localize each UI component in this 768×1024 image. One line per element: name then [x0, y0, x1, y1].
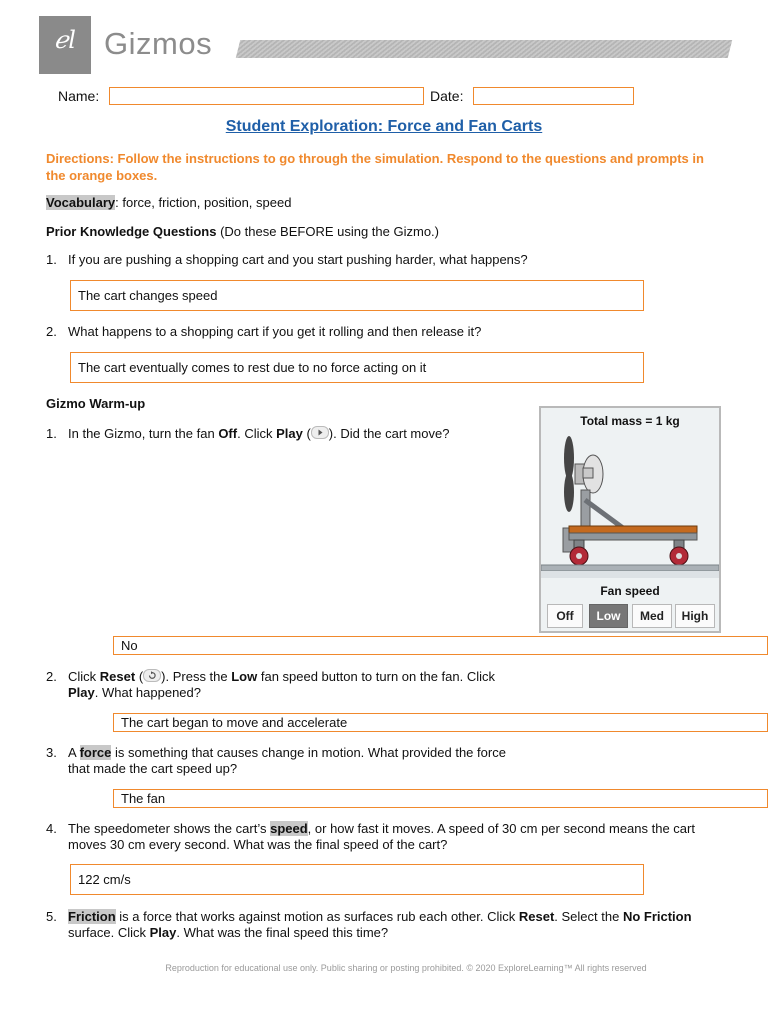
- warmup-question-1: [68, 426, 528, 442]
- question-number: 1.: [46, 252, 57, 267]
- text: is a force that works against motion as surfaces rub each other. Click: [115, 909, 519, 924]
- text: ). Did the cart move?: [328, 426, 450, 441]
- track: [541, 565, 719, 571]
- text-bold: Reset: [99, 669, 136, 684]
- text: Click: [68, 669, 100, 684]
- text-bold: Reset: [518, 909, 555, 924]
- play-icon[interactable]: [311, 426, 329, 439]
- text: fan speed button to turn on the fan. Click: [257, 669, 495, 684]
- text: (: [302, 426, 311, 441]
- text: The speedometer shows the cart’s: [68, 821, 271, 836]
- text-highlight: Friction: [68, 909, 116, 924]
- cart-deck: [569, 526, 697, 533]
- prior-question-1: If you are pushing a shopping cart and you start pushing harder, what happens?: [68, 252, 528, 267]
- prior-question-2: What happens to a shopping cart if you get it rolling and then release it?: [68, 324, 482, 339]
- text-bold: Low: [231, 669, 258, 684]
- brand-name: Gizmos: [104, 26, 213, 61]
- text: (: [135, 669, 144, 684]
- answer-box-warmup-2[interactable]: The cart began to move and accelerate: [113, 713, 768, 732]
- prior-knowledge-note: (Do these BEFORE using the Gizmo.): [216, 224, 439, 239]
- answer-box-warmup-3[interactable]: The fan: [113, 789, 768, 808]
- warmup-question-5: [68, 909, 708, 941]
- date-label: Date:: [430, 88, 464, 104]
- date-field[interactable]: [473, 87, 634, 105]
- name-field[interactable]: [109, 87, 424, 105]
- fan-blade-bottom: [564, 472, 574, 512]
- text-bold: Play: [276, 426, 303, 441]
- fan-speed-label: Fan speed: [600, 584, 660, 598]
- question-number: 4.: [46, 821, 57, 836]
- logo-glyph: ℯl: [54, 26, 76, 54]
- footer-copyright: Reproduction for educational use only. Public sharing or posting prohibited. © 2020 ExploreLearning™ All rights reserved: [165, 963, 647, 973]
- question-number: 5.: [46, 909, 57, 924]
- text-bold: Play: [68, 685, 95, 700]
- question-number: 2.: [46, 669, 57, 684]
- text: In the Gizmo, turn the fan: [68, 426, 219, 441]
- text: . Select the: [554, 909, 623, 924]
- text: ). Press the: [161, 669, 232, 684]
- text: . What happened?: [94, 685, 201, 700]
- fan-speed-low-button[interactable]: Low: [589, 604, 628, 628]
- fan-cart-illustration: [541, 430, 719, 578]
- text: surface. Click: [68, 925, 150, 940]
- warmup-question-3: [68, 745, 513, 777]
- total-mass-label: Total mass = 1 kg: [580, 414, 680, 428]
- prior-knowledge-heading: Prior Knowledge Questions: [46, 224, 217, 239]
- warmup-question-2: [68, 669, 528, 701]
- support-brace: [585, 500, 623, 528]
- text-highlight: force: [79, 745, 112, 760]
- answer-box-prior-1[interactable]: The cart changes speed: [70, 280, 644, 311]
- gizmo-simulation: [539, 406, 721, 633]
- vocabulary-label: Vocabulary: [46, 195, 116, 210]
- question-number: 2.: [46, 324, 57, 339]
- text-highlight: speed: [270, 821, 308, 836]
- text-bold: Off: [218, 426, 238, 441]
- reset-icon[interactable]: [143, 669, 161, 682]
- answer-box-warmup-1[interactable]: No: [113, 636, 768, 655]
- answer-box-prior-2[interactable]: The cart eventually comes to rest due to no force acting on it: [70, 352, 644, 383]
- fan-speed-high-button[interactable]: High: [675, 604, 715, 628]
- text: . What was the final speed this time?: [176, 925, 389, 940]
- header-stripe: [236, 40, 732, 58]
- text: , or how fast it moves. A speed of 30 cm per second means the cart moves 30 cm every second. What was the final speed of the cart?: [68, 821, 695, 852]
- vocabulary-terms: : force, friction, position, speed: [115, 195, 292, 210]
- directions: Directions: Follow the instructions to go through the simulation. Respond to the questions and prompts in the orange boxes.: [46, 151, 704, 183]
- fan-speed-off-button[interactable]: Off: [547, 604, 583, 628]
- name-label: Name:: [58, 88, 100, 104]
- text: . Click: [237, 426, 277, 441]
- question-number: 3.: [46, 745, 57, 760]
- prior-knowledge-heading-line: [46, 224, 439, 239]
- warmup-question-4: [68, 821, 728, 853]
- warmup-heading: Gizmo Warm-up: [46, 396, 146, 411]
- text: is something that causes change in motion. What provided the force that made the cart speed up?: [68, 745, 506, 776]
- text: A: [68, 745, 80, 760]
- question-number: 1.: [46, 426, 57, 441]
- text-bold: Play: [149, 925, 177, 940]
- answer-box-warmup-4[interactable]: 122 cm/s: [70, 864, 644, 895]
- gizmos-logo: [39, 16, 91, 74]
- page-title: Student Exploration: Force and Fan Carts: [225, 118, 543, 135]
- vocabulary-line: [46, 195, 291, 210]
- fan-speed-med-button[interactable]: Med: [632, 604, 672, 628]
- text-bold: No Friction: [622, 909, 692, 924]
